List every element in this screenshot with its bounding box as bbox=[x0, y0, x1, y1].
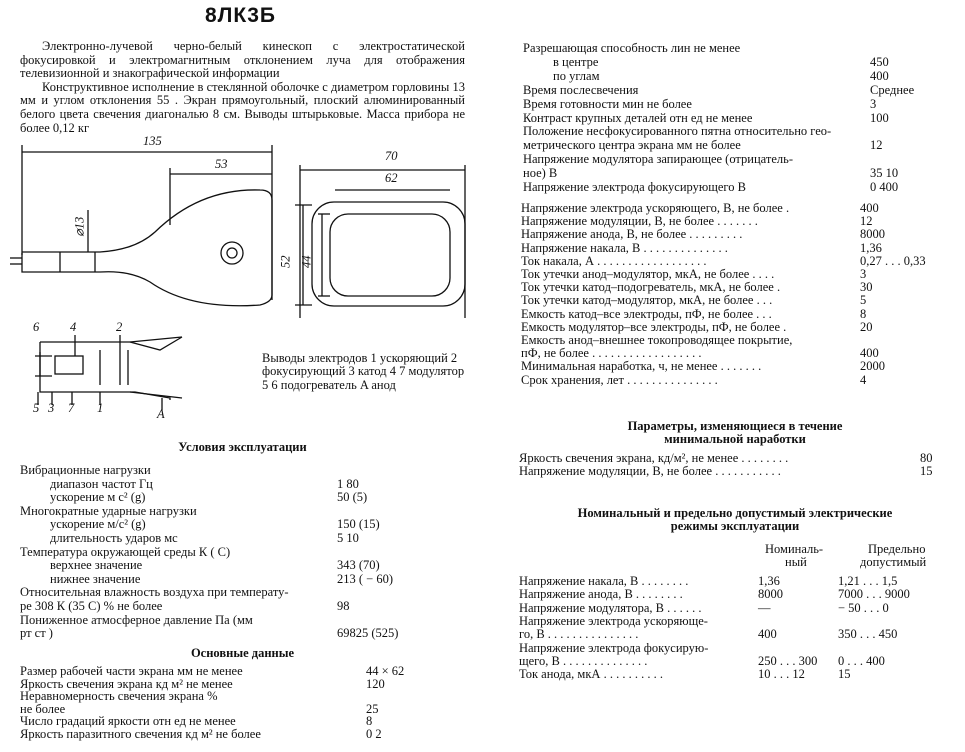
conditions-row-value: 98 bbox=[337, 599, 350, 613]
right_mid-row-label: пФ, не более . . . . . . . . . . . . . . . . . . bbox=[521, 346, 702, 361]
modes-row-label: Напряжение анода, В . . . . . . . . bbox=[519, 587, 683, 602]
right_mid-row-value: 4 bbox=[860, 372, 867, 387]
pin-label-4: 4 bbox=[70, 320, 77, 334]
conditions-row-label: Вибрационные нагрузки bbox=[20, 463, 151, 477]
modes-row-label: щего, В . . . . . . . . . . . . . . bbox=[519, 653, 648, 668]
pin-caption: Выводы электродов 1 ускоряющий 2 фокусирующий 3 катод 4 7 модулятор 5 6 подогреватель A анод bbox=[262, 351, 465, 392]
basic-row-value: 8 bbox=[366, 714, 373, 729]
right_mid-row-label: Напряжение электрода ускоряющего, В, не более . bbox=[521, 201, 790, 215]
modes-row-nominal: — bbox=[758, 600, 771, 615]
conditions-row-label: рт ст ) bbox=[20, 626, 53, 641]
conditions-row-value: 50 (5) bbox=[337, 490, 368, 505]
modes-row-nominal: 400 bbox=[758, 627, 777, 642]
dim-44: 44 bbox=[299, 255, 314, 268]
right_top-row-value: 35 10 bbox=[870, 166, 899, 181]
right_top-row-label: Время послесвечения bbox=[523, 82, 639, 97]
right_mid-row-value: 20 bbox=[860, 319, 873, 334]
changing-row-value: 15 bbox=[920, 464, 933, 478]
right_mid-row-label: Емкость анод–внешнее токопроводящее покрытие, bbox=[521, 333, 793, 347]
right_top-row-label: Разрешающая способность лин не менее bbox=[523, 41, 741, 55]
conditions-row-value: 69825 (525) bbox=[337, 626, 399, 641]
pin-label-1: 1 bbox=[97, 401, 104, 415]
modes-row-nominal: 8000 bbox=[758, 587, 783, 602]
conditions-row-label: Многократные ударные нагрузки bbox=[20, 503, 197, 518]
conditions-row-label: ускорение м с² (g) bbox=[50, 490, 146, 505]
dim-13: ⌀13 bbox=[72, 216, 87, 237]
right_top-row-label: Напряжение модулятора запирающее (отрицатель- bbox=[523, 152, 794, 167]
modes-row-limit: 0 . . . 400 bbox=[838, 653, 885, 668]
right_mid-row-value: 5 bbox=[860, 293, 867, 308]
right_mid-row-value: 400 bbox=[860, 201, 879, 215]
right_top-row-label: по углам bbox=[553, 68, 600, 83]
basic-heading: Основные данные bbox=[190, 646, 295, 660]
right_mid-row-value: 400 bbox=[860, 346, 879, 361]
right_mid-row-label: Напряжение модуляции, В, не более . . . . . . . bbox=[521, 214, 758, 229]
right_top-row-value: 450 bbox=[870, 54, 889, 69]
right_mid-row-label: Емкость модулятор–все электроды, пФ, не более . bbox=[521, 319, 787, 334]
col-limit-2: допустимый bbox=[860, 555, 927, 569]
right_top-row-label: Время готовности мин не более bbox=[523, 96, 692, 111]
modes-row-limit: 7000 . . . 9000 bbox=[838, 587, 910, 602]
right_mid-row-label: Напряжение накала, В . . . . . . . . . . . . . . bbox=[521, 240, 728, 255]
right_top-row-label: в центре bbox=[553, 54, 599, 69]
conditions-row-label: длительность ударов мс bbox=[50, 531, 178, 545]
right_mid-row-value: 3 bbox=[860, 267, 867, 281]
conditions-row-label: ускорение м/с² (g) bbox=[50, 517, 146, 532]
right_mid-row-value: 8000 bbox=[860, 227, 885, 242]
changing-row-label: Напряжение модуляции, В, не более . . . . . . . . . . . bbox=[519, 464, 781, 478]
basic-row-value: 120 bbox=[366, 676, 385, 691]
conditions-heading: Условия эксплуатации bbox=[178, 440, 307, 454]
intro-paragraph-1: Электронно-лучевой черно-белый кинескоп с электростатической фокусировкой и электромагнитным отклонением луча для отображения телевизионной и знакографической информации bbox=[20, 39, 465, 81]
right_top-row-label: ное) В bbox=[523, 166, 558, 181]
modes-row-label: Напряжение электрода фокусирую- bbox=[519, 640, 709, 655]
changing-row-value: 80 bbox=[920, 451, 933, 465]
conditions-row-label: Температура окружающей среды К ( С) bbox=[20, 544, 231, 559]
modes-row-limit: − 50 . . . 0 bbox=[838, 600, 889, 615]
page-title: 8ЛК3Б bbox=[205, 4, 277, 27]
right_top-row-label: Контраст крупных деталей отн ед не менее bbox=[523, 110, 753, 125]
conditions-row-label: Относительная влажность воздуха при температу- bbox=[20, 585, 289, 600]
pin-label-6: 6 bbox=[33, 320, 40, 334]
right_mid-row-label: Напряжение анода, В, не более . . . . . . . . . bbox=[521, 227, 743, 242]
basic-row-label: Число градаций яркости отн ед не менее bbox=[20, 714, 236, 729]
modes-row-label: Ток анода, мкА . . . . . . . . . . bbox=[519, 667, 663, 682]
conditions-row-label: ре 308 К (35 С) % не более bbox=[20, 599, 163, 613]
changing-row-label: Яркость свечения экрана, кд/м², не менее . . . . . . . . bbox=[519, 451, 789, 465]
basic-row-label: Размер рабочей части экрана мм не менее bbox=[20, 664, 243, 678]
right_mid-row-value: 8 bbox=[860, 306, 867, 321]
pin-label-a: A bbox=[157, 407, 165, 421]
pin-label-5: 5 bbox=[33, 401, 40, 415]
modes-row-label: Напряжение накала, В . . . . . . . . bbox=[519, 574, 689, 588]
right_mid-row-label: Емкость катод–все электроды, пФ, не более . . . bbox=[521, 306, 772, 321]
col-nominal-1: Номиналь- bbox=[765, 542, 824, 556]
right_mid-row-label: Ток утечки анод–модулятор, мкА, не более . . . . bbox=[521, 267, 775, 281]
right_mid-row-label: Срок хранения, лет . . . . . . . . . . . . . . . bbox=[521, 372, 718, 387]
right_mid-row-label: Минимальная наработка, ч, не менее . . . . . . . bbox=[521, 359, 762, 374]
conditions-row-value: 1 80 bbox=[337, 476, 359, 491]
right_mid-row-label: Ток утечки катод–подогреватель, мкА, не более . bbox=[521, 280, 781, 295]
dim-135: 135 bbox=[143, 134, 162, 148]
conditions-row-value: 343 (70) bbox=[337, 558, 380, 573]
right_top-row-value: 100 bbox=[870, 110, 889, 125]
changing-heading-1: Параметры, изменяющиеся в течение bbox=[627, 419, 843, 433]
modes-row-nominal: 1,36 bbox=[758, 574, 780, 588]
conditions-row-value: 150 (15) bbox=[337, 517, 380, 532]
right_mid-row-value: 30 bbox=[860, 280, 873, 295]
dim-70: 70 bbox=[385, 149, 398, 163]
pin-label-2: 2 bbox=[116, 320, 123, 334]
col-limit-1: Предельно bbox=[868, 542, 926, 556]
basic-row-label: Неравномерность свечения экрана % bbox=[20, 689, 218, 704]
right_mid-row-label: Ток утечки катод–модулятор, мкА, не более . . . bbox=[521, 293, 773, 308]
right_top-row-label: Положение несфокусированного пятна относительно гео- bbox=[523, 124, 832, 139]
right_top-row-value: 3 bbox=[870, 96, 877, 111]
right_top-row-value: Среднее bbox=[870, 82, 915, 97]
modes-row-limit: 15 bbox=[838, 667, 851, 682]
basic-row-label: Яркость свечения экрана кд м² не менее bbox=[20, 676, 233, 691]
basic-row-value: 25 bbox=[366, 701, 379, 716]
right_top-row-value: 12 bbox=[870, 138, 883, 153]
modes-row-label: го, В . . . . . . . . . . . . . . . bbox=[519, 627, 639, 642]
dim-62: 62 bbox=[385, 171, 398, 185]
dim-52: 52 bbox=[278, 255, 293, 268]
conditions-row-label: Пониженное атмосферное давление Па (мм bbox=[20, 612, 253, 627]
conditions-row-value: 213 ( − 60) bbox=[337, 571, 393, 586]
pin-label-7: 7 bbox=[68, 401, 75, 415]
conditions-row-value: 5 10 bbox=[337, 531, 359, 545]
basic-row-label: Яркость паразитного свечения кд м² не более bbox=[20, 727, 261, 741]
conditions-row-label: диапазон частот Гц bbox=[50, 476, 153, 491]
right_top-row-value: 400 bbox=[870, 68, 889, 83]
right_top-row-label: метрического центра экрана мм не более bbox=[523, 138, 741, 153]
right_top-row-label: Напряжение электрода фокусирующего В bbox=[523, 180, 746, 194]
modes-row-nominal: 10 . . . 12 bbox=[758, 667, 805, 682]
modes-row-limit: 350 . . . 450 bbox=[838, 627, 898, 642]
dim-53: 53 bbox=[215, 157, 228, 171]
modes-heading-2: режимы эксплуатации bbox=[670, 519, 800, 533]
modes-row-nominal: 250 . . . 300 bbox=[758, 653, 818, 668]
modes-row-limit: 1,21 . . . 1,5 bbox=[838, 574, 898, 588]
col-nominal-2: ный bbox=[785, 555, 807, 569]
right_mid-row-value: 2000 bbox=[860, 359, 885, 374]
basic-row-value: 44 × 62 bbox=[366, 664, 405, 678]
basic-row-value: 0 2 bbox=[366, 727, 382, 741]
right_mid-row-label: Ток накала, А . . . . . . . . . . . . . . . . . . bbox=[521, 253, 707, 268]
right_mid-row-value: 0,27 . . . 0,33 bbox=[860, 253, 926, 268]
intro-paragraph-2: Конструктивное исполнение в стеклянной оболочке с диаметром горловины 13 мм и углом отклонения 55 . Экран прямоугольный, плоский алюминированный белого цвета свечения диагональю 8 см. Выводы штырьковые. Масса прибора не более 0,12 кг bbox=[20, 79, 465, 135]
conditions-row-label: верхнее значение bbox=[50, 558, 143, 573]
modes-row-label: Напряжение электрода ускоряюще- bbox=[519, 613, 708, 628]
right_mid-row-value: 1,36 bbox=[860, 240, 882, 255]
changing-heading-2: минимальной наработки bbox=[664, 432, 806, 446]
right_top-row-value: 0 400 bbox=[870, 180, 899, 194]
right_mid-row-value: 12 bbox=[860, 214, 873, 229]
conditions-row-label: нижнее значение bbox=[50, 571, 141, 586]
basic-row-label: не более bbox=[20, 701, 66, 716]
modes-heading-1: Номинальный и предельно допустимый электрические bbox=[577, 506, 893, 520]
modes-row-label: Напряжение модулятора, В . . . . . . bbox=[519, 600, 702, 615]
pin-label-3: 3 bbox=[48, 401, 55, 415]
